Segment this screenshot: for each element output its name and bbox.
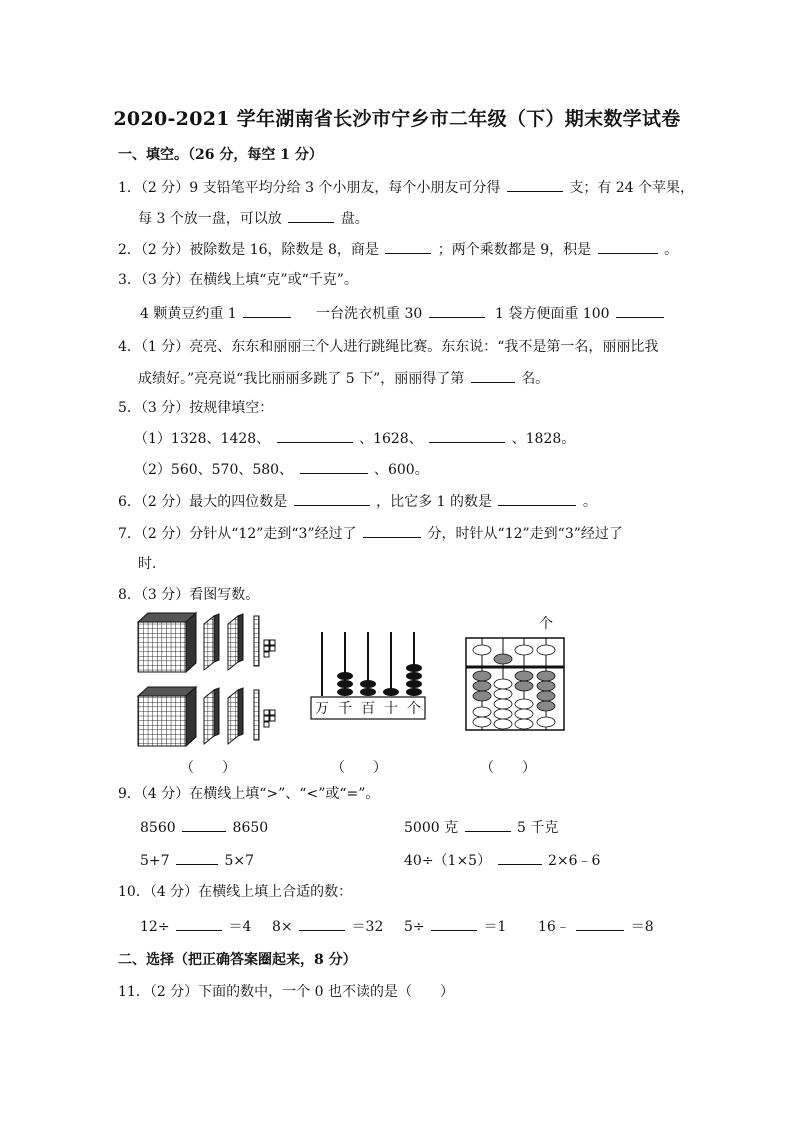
q10-blank-1[interactable] <box>176 916 222 931</box>
q7-text-b: 分，时针从“12”走到“3”经过了 <box>427 526 623 542</box>
q3-item-1 <box>140 303 293 324</box>
q2-text-a: 2．（2 分）被除数是 16，除数是 8，商是 <box>118 242 379 258</box>
q5-blank-1[interactable] <box>277 428 353 443</box>
q1-text-d: 盘。 <box>340 211 369 227</box>
suanpan-label-ge: 个 <box>539 616 553 632</box>
q1-blank-1[interactable] <box>507 177 563 192</box>
q9-item-4-left: 40÷（1×5） <box>404 853 492 869</box>
q3-item-3-text: 1 袋方便面重 100 <box>495 306 610 322</box>
q5-row-2-a: （2）560、570、580、 <box>134 462 294 478</box>
question-4-line-1: 4．（1 分）亮亮、东东和丽丽三个人进行跳绳比赛。东东说：“我不是第一名，丽丽比我 <box>118 339 659 355</box>
abacus-beads <box>337 664 422 696</box>
question-11: 11．（2 分）下面的数中，一个 0 也不读的是（ ） <box>118 984 454 1000</box>
q9-item-4 <box>404 850 600 871</box>
q5-blank-2[interactable] <box>429 428 505 443</box>
q10-blank-4[interactable] <box>576 916 624 931</box>
abacus-label-qian: 千 <box>338 701 352 717</box>
q9-blank-2[interactable] <box>465 817 511 832</box>
q5-blank-3[interactable] <box>300 459 368 474</box>
q4-text-b: 成绩好。”亮亮说“我比丽丽多跳了 5 下”，丽丽得了第 <box>138 371 465 387</box>
q2-blank-1[interactable] <box>385 239 431 254</box>
q8-answer-1[interactable]: （ ） <box>180 760 236 776</box>
q2-text-b: ；两个乘数都是 9，积是 <box>437 242 592 258</box>
q5-row-1-a: （1）1328、1428、 <box>134 431 271 447</box>
q2-blank-2[interactable] <box>598 239 658 254</box>
q9-item-1 <box>140 817 268 838</box>
q9-blank-3[interactable] <box>176 850 218 865</box>
q10-item-3 <box>404 916 506 937</box>
q10-item-2-left: 8× <box>272 919 293 935</box>
q6-blank-1[interactable] <box>294 491 370 506</box>
q8-answer-3[interactable]: （ ） <box>480 760 536 776</box>
suanpan-figure <box>462 612 568 734</box>
q3-item-1-text: 4 颗黄豆约重 1 <box>140 306 237 322</box>
q6-text-b: ，比它多 1 的数是 <box>376 494 492 510</box>
base-ten-blocks-figure <box>134 610 284 750</box>
q9-item-2-left: 5000 克 <box>404 820 459 836</box>
q4-text-c: 名。 <box>521 371 550 387</box>
q9-item-1-right: 8650 <box>232 820 269 836</box>
abacus-label-shi: 十 <box>384 701 398 717</box>
question-6 <box>118 491 597 512</box>
q9-item-2-right: 5 千克 <box>517 820 559 836</box>
q7-blank-1[interactable] <box>363 523 421 538</box>
q10-item-3-right: ＝1 <box>483 919 507 935</box>
q3-item-2-text: 一台洗衣机重 30 <box>316 306 423 322</box>
q2-text-c: 。 <box>664 242 679 258</box>
question-8: 8．（3 分）看图写数。 <box>118 587 260 603</box>
question-3: 3．（3 分）在横线上填“克”或“千克”。 <box>118 272 358 288</box>
q5-row-1-b: 、1628、 <box>359 431 423 447</box>
q9-item-3-right: 5×7 <box>224 853 254 869</box>
q10-item-1-left: 12÷ <box>140 919 170 935</box>
q6-text-c: 。 <box>582 494 597 510</box>
q10-item-4 <box>538 916 654 937</box>
q1-blank-2[interactable] <box>288 208 334 223</box>
ten-rods <box>254 616 259 740</box>
q3-blank-3[interactable] <box>616 303 664 318</box>
q5-row-1-c: 、1828。 <box>511 431 576 447</box>
q10-blank-3[interactable] <box>431 916 477 931</box>
q10-item-1 <box>140 916 251 937</box>
q7-text-a: 7．（2 分）分针从“12”走到“3”经过了 <box>118 526 357 542</box>
question-5: 5．（3 分）按规律填空： <box>118 400 274 416</box>
section-2-heading: 二、选择（把正确答案圈起来，8 分） <box>118 952 357 968</box>
q9-blank-1[interactable] <box>182 817 226 832</box>
counting-abacus-figure <box>308 624 428 724</box>
abacus-label-ge: 个 <box>407 701 421 717</box>
q6-text-a: 6．（2 分）最大的四位数是 <box>118 494 288 510</box>
q9-item-3-left: 5+7 <box>140 853 170 869</box>
q10-item-2-right: ＝32 <box>351 919 384 935</box>
q3-blank-1[interactable] <box>243 303 291 318</box>
q6-blank-2[interactable] <box>498 491 576 506</box>
q9-blank-4[interactable] <box>498 850 542 865</box>
q1-text-c: 每 3 个放一盘，可以放 <box>138 211 282 227</box>
question-4-line-2 <box>138 368 549 389</box>
question-7-line-1 <box>118 523 623 544</box>
q9-item-4-right: 2×6﹣6 <box>548 853 601 869</box>
q1-text-a: 1．（2 分）9 支铅笔平均分给 3 个小朋友，每个小朋友可分得 <box>118 180 501 196</box>
question-1-line-2 <box>138 208 369 229</box>
question-9: 9．（4 分）在横线上填“>”、“<”或“=”。 <box>118 786 380 802</box>
q10-item-1-right: ＝4 <box>228 919 252 935</box>
q3-item-2 <box>316 303 487 324</box>
exam-title: 2020-2021 学年湖南省长沙市宁乡市二年级（下）期末数学试卷 <box>113 108 681 130</box>
question-10: 10．（4 分）在横线上填上合适的数： <box>118 884 353 900</box>
q10-item-2 <box>272 916 383 937</box>
hundred-flats <box>204 614 243 744</box>
question-1-line-1 <box>118 177 694 198</box>
q9-item-3 <box>140 850 254 871</box>
q5-row-1 <box>134 428 575 449</box>
q8-answer-2[interactable]: （ ） <box>331 760 387 776</box>
q9-item-1-left: 8560 <box>140 820 176 836</box>
q10-item-4-right: ＝8 <box>630 919 654 935</box>
q5-row-2 <box>134 459 429 480</box>
question-2 <box>118 239 678 260</box>
q3-item-3 <box>495 303 666 324</box>
q5-row-2-b: 、600。 <box>373 462 429 478</box>
q3-blank-2[interactable] <box>429 303 485 318</box>
abacus-label-bai: 百 <box>361 701 375 717</box>
unit-cubes <box>264 640 275 727</box>
thousand-cube-bottom <box>138 687 196 746</box>
q10-item-3-left: 5÷ <box>404 919 425 935</box>
q4-blank[interactable] <box>471 368 515 383</box>
q10-item-4-left: 16﹣ <box>538 919 570 935</box>
section-1-heading: 一、填空。（26 分，每空 1 分） <box>118 147 323 163</box>
abacus-label-wan: 万 <box>315 701 329 717</box>
q10-blank-2[interactable] <box>299 916 345 931</box>
q9-item-2 <box>404 817 558 838</box>
question-7-line-2: 时． <box>138 556 166 572</box>
q1-text-b: 支；有 24 个苹果， <box>569 180 695 196</box>
thousand-cube-top <box>138 613 196 672</box>
